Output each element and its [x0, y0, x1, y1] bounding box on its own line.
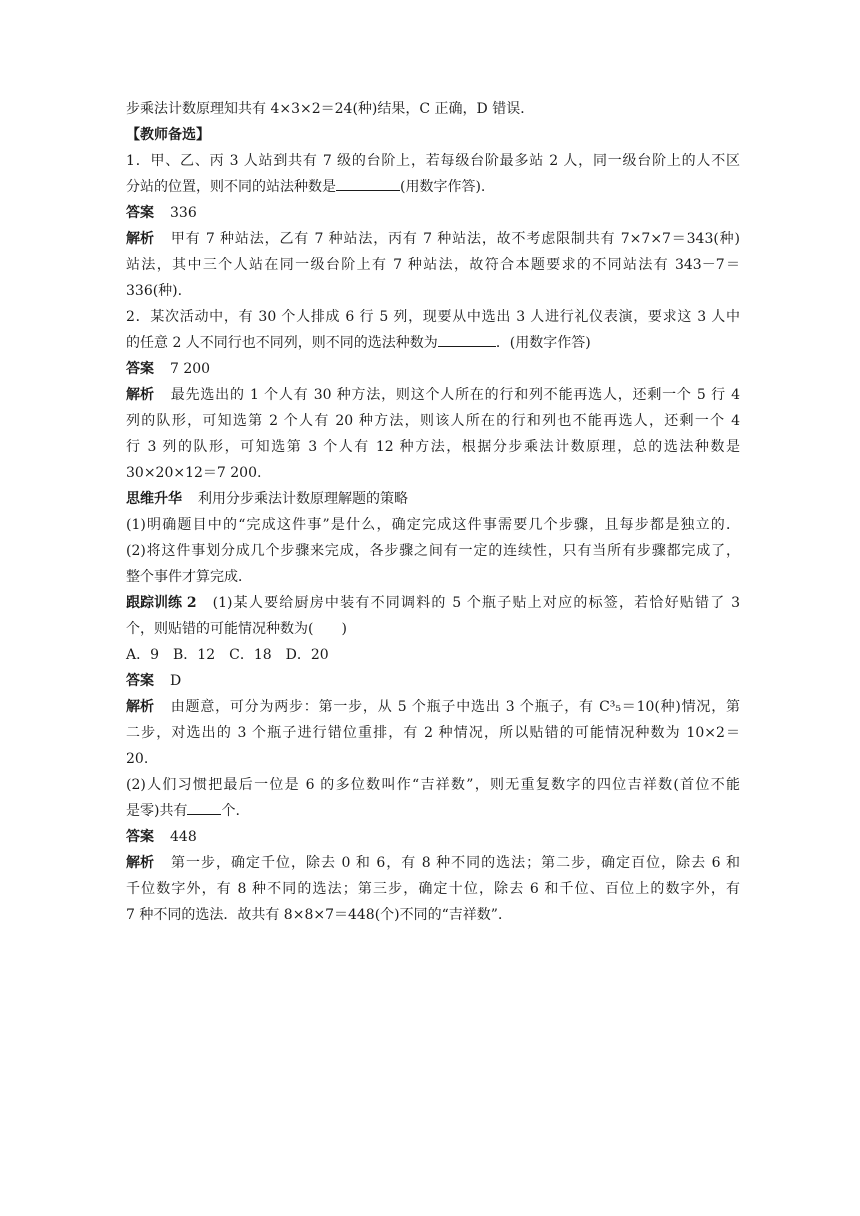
line-text: 448 [170, 829, 197, 845]
text-line [126, 96, 740, 122]
line-text: 7 种不同的选法．故共有 8×8×7＝448(个)不同的“吉祥数”． [126, 907, 512, 923]
text-line [126, 772, 740, 798]
text-line [126, 122, 740, 148]
line-text: 行 3 列的队形，可知选第 3 个人有 12 种方法，根据分步乘法计数原理，总的选法种数是 [126, 439, 740, 455]
line-text: 利用分步乘法计数原理解题的策略 [198, 491, 408, 507]
line-text: A．9 B．12 C．18 D．20 [126, 647, 329, 663]
text-line [126, 668, 740, 694]
line-text: 步乘法计数原理知共有 4×3×2＝24(种)结果，C 正确，D 错误． [126, 101, 535, 117]
line-text: 2．某次活动中，有 30 个人排成 6 行 5 列，现要从中选出 3 人进行礼仪表演，要求这 3 人中 [126, 309, 740, 325]
text-line [126, 486, 740, 512]
text-line [126, 876, 740, 902]
line-text: 甲有 7 种站法，乙有 7 种站法，丙有 7 种站法，故不考虑限制共有 7×7×7＝343(种) [170, 231, 740, 247]
section-label: 解析 [126, 387, 154, 403]
line-text: 336(种). [126, 283, 183, 299]
line-text: 站法，其中三个人站在同一级台阶上有 7 种站法，故符合本题要求的不同站法有 343－7＝ [126, 257, 740, 273]
text-line [126, 174, 740, 200]
section-label: 思维升华 [126, 491, 182, 507]
line-text: 【教师备选】 [126, 127, 210, 143]
line-text: 千位数字外，有 8 种不同的选法；第三步，确定十位，除去 6 和千位、百位上的数字外，有 [126, 881, 740, 897]
text-line [126, 252, 740, 278]
section-label: 答案 [126, 205, 154, 221]
line-text-after-blank: (用数字作答). [400, 179, 486, 195]
fill-in-blank [187, 798, 221, 815]
section-label: 解析 [126, 231, 154, 247]
text-line [126, 200, 740, 226]
text-line [126, 902, 740, 928]
text-line [126, 564, 740, 590]
line-text: (1)明确题目中的“完成这件事”是什么，确定完成这件事需要几个步骤，且每步都是独立的． [126, 517, 740, 533]
line-text-after-blank: 个. [221, 803, 240, 819]
text-line [126, 746, 740, 772]
text-line [126, 278, 740, 304]
line-text: D [170, 673, 182, 689]
line-text-after-blank: ．(用数字作答) [495, 335, 591, 351]
text-line [126, 408, 740, 434]
section-label: 跟踪训练 2 [126, 595, 197, 611]
line-text: 最先选出的 1 个人有 30 种方法，则这个人所在的行和列不能再选人，还剩一个 5 行 4 [170, 387, 740, 403]
line-text: (2)人们习惯把最后一位是 6 的多位数叫作“吉祥数”，则无重复数字的四位吉祥数(首位不能 [126, 777, 740, 793]
text-line [126, 512, 740, 538]
text-line [126, 148, 740, 174]
line-text: 二步，对选出的 3 个瓶子进行错位重排，有 2 种情况，所以贴错的可能情况种数为 10×2＝ [126, 725, 740, 741]
text-line [126, 226, 740, 252]
line-text: 1．甲、乙、丙 3 人站到共有 7 级的台阶上，若每级台阶最多站 2 人，同一级台阶上的人不区 [126, 153, 740, 169]
text-line [126, 694, 740, 720]
line-text: 的任意 2 人不同行也不同列，则不同的选法种数为 [126, 335, 438, 351]
text-line [126, 304, 740, 330]
document-body [126, 96, 740, 928]
text-line [126, 642, 740, 668]
line-text: 列的队形，可知选第 2 个人有 20 种方法，则该人所在的行和列也不能再选人，还剩一个 4 [126, 413, 740, 429]
section-label: 解析 [126, 855, 154, 871]
section-label: 答案 [126, 673, 154, 689]
line-text: 由题意，可分为两步：第一步，从 5 个瓶子中选出 3 个瓶子，有 C³₅＝10(种)情况，第 [170, 699, 740, 715]
line-text: 336 [170, 205, 197, 221]
section-label: 答案 [126, 361, 154, 377]
section-label: 答案 [126, 829, 154, 845]
line-text: 第一步，确定千位，除去 0 和 6，有 8 种不同的选法；第二步，确定百位，除去 6 和 [170, 855, 740, 871]
line-text: 分站的位置，则不同的站法种数是 [126, 179, 336, 195]
line-text: 整个事件才算完成． [126, 569, 252, 585]
text-line [126, 824, 740, 850]
text-line [126, 538, 740, 564]
text-line [126, 434, 740, 460]
text-line [126, 798, 740, 824]
text-line [126, 356, 740, 382]
line-text: 7 200 [170, 361, 211, 377]
line-text: 个，则贴错的可能情况种数为( ) [126, 621, 347, 637]
text-line [126, 616, 740, 642]
fill-in-blank [438, 330, 496, 347]
text-line [126, 850, 740, 876]
line-text: (2)将这件事划分成几个步骤来完成，各步骤之间有一定的连续性，只有当所有步骤都完成了， [126, 543, 740, 559]
text-line [126, 720, 740, 746]
text-line [126, 382, 740, 408]
text-line [126, 330, 740, 356]
fill-in-blank [336, 174, 400, 191]
section-label: 解析 [126, 699, 154, 715]
line-text: (1)某人要给厨房中装有不同调料的 5 个瓶子贴上对应的标签，若恰好贴错了 3 [212, 595, 740, 611]
text-line [126, 460, 740, 486]
line-text: 是零)共有 [126, 803, 188, 819]
line-text: 30×20×12＝7 200. [126, 465, 262, 481]
text-line [126, 590, 740, 616]
line-text: 20. [126, 751, 149, 767]
